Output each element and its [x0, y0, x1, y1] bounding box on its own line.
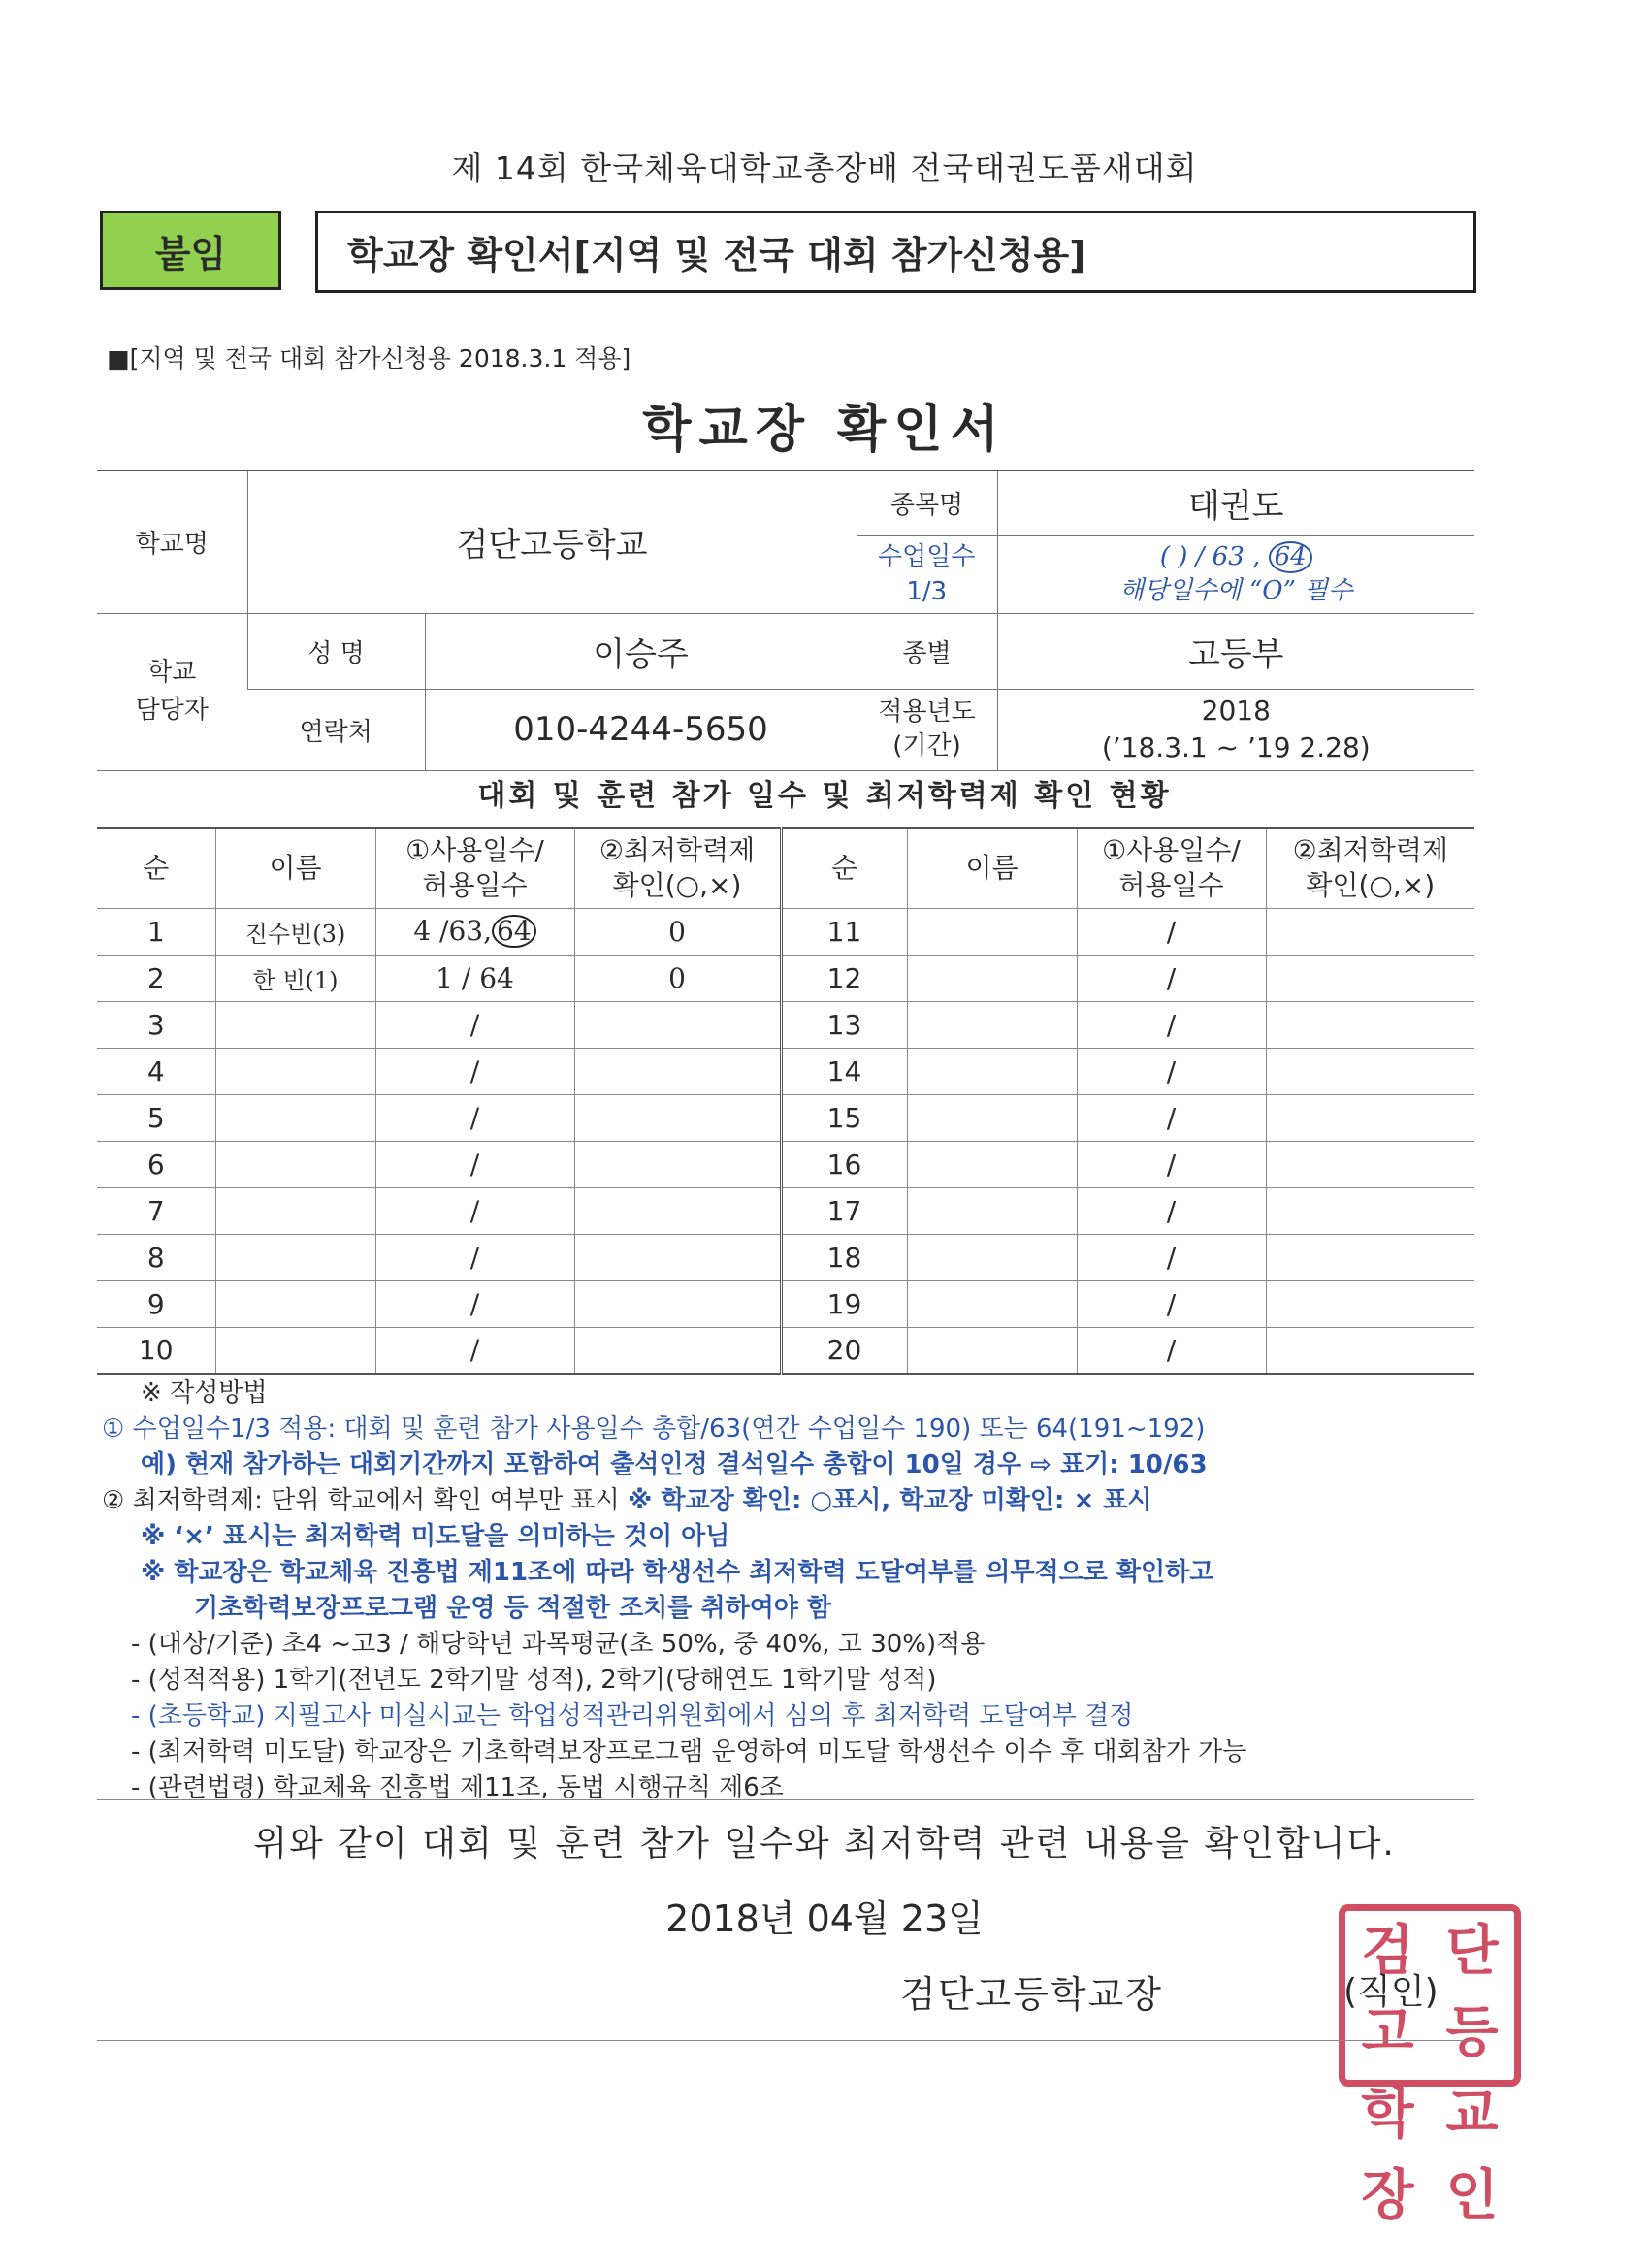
- table-row: [97, 1001, 1474, 1048]
- period-label-2: (기간): [892, 731, 961, 761]
- table-row: [97, 1187, 1474, 1234]
- check-cell: [574, 1280, 781, 1327]
- check-cell: [574, 1187, 781, 1234]
- days-cell: [375, 1327, 574, 1374]
- name-cell: [907, 1001, 1077, 1048]
- name-cell: [907, 1048, 1077, 1094]
- seq-cell-text: 16: [826, 1148, 862, 1181]
- name-cell: [215, 1001, 375, 1048]
- days-cell: [1077, 1001, 1266, 1048]
- name-cell: [907, 955, 1077, 1001]
- manager-label-1: 학교: [147, 658, 197, 687]
- name-cell: [215, 1048, 375, 1094]
- name-cell: [907, 1280, 1077, 1327]
- classdays-value: [997, 535, 1474, 613]
- days-cell-text: 1 / 64: [436, 961, 514, 994]
- seal-char: 고: [1361, 2001, 1414, 2064]
- seq-cell-text: 7: [146, 1194, 165, 1227]
- notes-heading: ※ 작성방법: [141, 1378, 268, 1408]
- seq-cell-text: 4: [146, 1054, 165, 1087]
- seq-cell: [781, 1141, 907, 1187]
- seq-cell-text: 1: [146, 915, 165, 948]
- days-cell: [375, 1187, 574, 1234]
- days-cell: [375, 1094, 574, 1141]
- name-cell: [907, 908, 1077, 955]
- days-cell-text: 4 /63,: [413, 914, 493, 947]
- seq-cell: [97, 1094, 215, 1141]
- days-cell-text: /: [469, 1287, 480, 1320]
- event-value: 태권도: [997, 470, 1474, 535]
- col-days-b-1: ①사용일수/: [1102, 833, 1241, 866]
- note-2b: ※ 학교장 확인: ○표시, 학교장 미확인: × 표시: [628, 1486, 1152, 1515]
- name-cell: [215, 1187, 375, 1234]
- days-cell-text: /: [469, 1101, 480, 1134]
- seq-cell: [97, 1187, 215, 1234]
- days-cell: [375, 1048, 574, 1094]
- col-check-b-1: ②최저학력제: [1292, 833, 1448, 866]
- check-cell: [574, 1141, 781, 1187]
- check-cell: [1266, 1048, 1474, 1094]
- seq-cell-text: 17: [826, 1194, 862, 1227]
- seq-cell: [781, 1187, 907, 1234]
- check-cell: [1266, 1327, 1474, 1374]
- seq-cell: [781, 955, 907, 1001]
- apply-note: ■[지역 및 전국 대회 참가신청용 2018.3.1 적용]: [107, 344, 631, 373]
- seal-char: 등: [1445, 2001, 1499, 2064]
- detail-1: - (대상/기준) 초4 ~고3 / 해당학년 과목평균(초 50%, 중 40%, 고 30%)적용: [131, 1630, 986, 1659]
- contact-value: 010-4244-5650: [425, 689, 857, 770]
- divider-top: [97, 1799, 1474, 1800]
- seq-cell-text: 2: [146, 961, 165, 994]
- days-cell: [375, 1234, 574, 1280]
- days-cell: [1077, 1048, 1266, 1094]
- name-cell: [907, 1327, 1077, 1374]
- col-check: [574, 828, 781, 908]
- contact-label: 연락처: [247, 689, 425, 770]
- classdays-circled: 64: [1269, 541, 1312, 573]
- detail-4: - (최저학력 미도달) 학교장은 기초학력보장프로그램 운영하여 미도달 학생선수 이수 후 대회참가 가능: [131, 1737, 1247, 1766]
- check-cell: [574, 1048, 781, 1094]
- col-name-2: 이름: [907, 828, 1077, 908]
- check-cell: [1266, 1234, 1474, 1280]
- check-cell: [574, 1001, 781, 1048]
- seq-cell-text: 15: [826, 1101, 862, 1134]
- period-value-2: (’18.3.1 ~ ’19 2.28): [1101, 731, 1371, 763]
- col-days-b-2: 허용일수: [1118, 869, 1224, 902]
- days-cell: [1077, 1327, 1266, 1374]
- document-title: 학교장 확인서[지역 및 전국 대회 참가신청용]: [315, 211, 1476, 293]
- check-cell: [574, 1234, 781, 1280]
- table-row: [97, 908, 1474, 955]
- name-cell: [215, 955, 375, 1001]
- days-cell: [1077, 1234, 1266, 1280]
- days-cell: [375, 955, 574, 1001]
- seal-char: 교: [1445, 2083, 1499, 2146]
- seq-cell-text: 10: [138, 1334, 174, 1367]
- info-table: [97, 470, 1474, 771]
- col-days-2: 허용일수: [422, 869, 528, 902]
- participation-table: [97, 827, 1474, 1375]
- check-cell: [1266, 1187, 1474, 1234]
- col-days: [375, 828, 574, 908]
- seq-cell-text: 12: [826, 961, 862, 994]
- classdays-label-text: 수업일수: [878, 541, 976, 571]
- days-cell: [1077, 955, 1266, 1001]
- col-check-b-2: 확인(○,×): [1306, 869, 1436, 902]
- seal-char: 장: [1361, 2164, 1414, 2227]
- seq-cell: [781, 1280, 907, 1327]
- seq-cell-text: 11: [826, 915, 862, 948]
- days-cell: [375, 1141, 574, 1187]
- classdays-note: 해당일수에 “O” 필수: [1119, 576, 1353, 605]
- days-cell-text: /: [1166, 1194, 1177, 1227]
- days-cell-text: /: [469, 1334, 480, 1367]
- school-value: 검단고등학교: [247, 470, 857, 613]
- name-cell: [215, 1327, 375, 1374]
- table-row: [97, 1234, 1474, 1280]
- note-2: [102, 1483, 1479, 1519]
- event-title: 제 14회 한국체육대학교총장배 전국태권도품새대회: [451, 149, 1198, 187]
- days-cell-text: /: [1166, 1334, 1177, 1367]
- table-header-row: [97, 828, 1474, 908]
- days-cell: [375, 1280, 574, 1327]
- col-check-2: 확인(○,×): [612, 869, 742, 902]
- division-label: 종별: [857, 613, 997, 689]
- check-cell: [1266, 1094, 1474, 1141]
- school-label: 학교명: [97, 470, 247, 613]
- name-cell: [215, 1280, 375, 1327]
- col-seq-2: 순: [781, 828, 907, 908]
- days-cell-text: /: [469, 1148, 480, 1181]
- days-cell-text: /: [1166, 1148, 1177, 1181]
- seq-cell: [97, 955, 215, 1001]
- event-label: 종목명: [857, 470, 997, 535]
- seq-cell: [97, 1141, 215, 1187]
- seq-cell-text: 14: [826, 1054, 862, 1087]
- period-value: [997, 689, 1474, 770]
- note-3: ※ ‘×’ 표시는 최저학력 미도달을 의미하는 것이 아님: [141, 1522, 730, 1551]
- classdays-prefix: ( ) / 63 ,: [1159, 541, 1261, 571]
- table-row: [97, 1048, 1474, 1094]
- name-cell: [907, 1094, 1077, 1141]
- table-row: [97, 1280, 1474, 1327]
- days-cell: [1077, 1094, 1266, 1141]
- days-cell: [375, 1001, 574, 1048]
- name-cell: [215, 908, 375, 955]
- seq-cell: [781, 1327, 907, 1374]
- detail-2: - (성적적용) 1학기(전년도 2학기말 성적), 2학기(당해연도 1학기말 성적): [131, 1666, 937, 1695]
- name-label: 성 명: [247, 613, 425, 689]
- period-label-1: 적용년도: [878, 697, 976, 727]
- check-cell: [1266, 1280, 1474, 1327]
- section-title: 대회 및 훈련 참가 일수 및 최저학력제 확인 현황: [477, 779, 1172, 813]
- days-cell-text: /: [1166, 1287, 1177, 1320]
- days-cell-text: /: [469, 1194, 480, 1227]
- note-4b: 기초학력보장프로그램 운영 등 적절한 조치를 취하여야 함: [194, 1594, 832, 1623]
- col-name: 이름: [215, 828, 375, 908]
- check-cell: [574, 1094, 781, 1141]
- name-cell-text: 진수빈(3): [244, 920, 346, 948]
- days-cell-text: /: [469, 1008, 480, 1041]
- table-row: [97, 1141, 1474, 1187]
- check-cell: [574, 955, 781, 1001]
- name-cell: [907, 1234, 1077, 1280]
- detail-5: - (관련법령) 학교체육 진흥법 제11조, 동법 시행규칙 제6조: [131, 1773, 784, 1802]
- seq-cell: [781, 1094, 907, 1141]
- classdays-label: [857, 535, 997, 613]
- attachment-badge: 붙임: [100, 211, 281, 290]
- days-cell: [1077, 1280, 1266, 1327]
- days-cell: [375, 908, 574, 955]
- divider-bottom: [97, 2040, 1474, 2041]
- seq-cell-text: 3: [146, 1008, 165, 1041]
- seq-cell-text: 13: [826, 1008, 862, 1041]
- days-cell-text: /: [469, 1054, 480, 1087]
- seal-char: 단: [1445, 1920, 1499, 1983]
- seal-char: 검: [1361, 1920, 1414, 1983]
- seq-cell: [97, 1048, 215, 1094]
- col-check-b: [1266, 828, 1474, 908]
- days-cell-text: /: [1166, 1101, 1177, 1134]
- period-value-1: 2018: [1201, 695, 1271, 728]
- note-1: ① 수업일수1/3 적용: 대회 및 훈련 참가 사용일수 총합/63(연간 수업일수 190) 또는 64(191~192): [102, 1414, 1206, 1443]
- period-label: [857, 689, 997, 770]
- seq-cell: [97, 908, 215, 955]
- col-seq: 순: [97, 828, 215, 908]
- check-cell: [1266, 1141, 1474, 1187]
- confirm-statement: 위와 같이 대회 및 훈련 참가 일수와 최저학력 관련 내용을 확인합니다.: [253, 1824, 1396, 1863]
- table-row: [97, 955, 1474, 1001]
- check-cell: [1266, 908, 1474, 955]
- check-cell: [574, 908, 781, 955]
- seq-cell: [97, 1001, 215, 1048]
- days-cell-text: /: [1166, 915, 1177, 948]
- note-2a: ② 최저학력제: 단위 학교에서 확인 여부만 표시: [102, 1486, 629, 1515]
- seq-cell-text: 19: [826, 1287, 862, 1320]
- seq-cell: [781, 1234, 907, 1280]
- days-cell: [1077, 1187, 1266, 1234]
- division-value: 고등부: [997, 613, 1474, 689]
- note-4: ※ 학교장은 학교체육 진흥법 제11조에 따라 학생선수 최저학력 도달여부를 의무적으로 확인하고: [141, 1558, 1214, 1587]
- seq-cell: [781, 1048, 907, 1094]
- classdays-sub: 1/3: [906, 577, 948, 606]
- seal-char: 학: [1361, 2083, 1414, 2146]
- col-check-1: ②최저학력제: [598, 833, 756, 866]
- main-title: 학교장 확인서: [642, 401, 1007, 459]
- days-cell-text: /: [1166, 1054, 1177, 1087]
- days-cell-text: /: [1166, 1008, 1177, 1041]
- days-cell-text: /: [1166, 961, 1177, 994]
- table-row: [97, 1094, 1474, 1141]
- seq-cell: [97, 1327, 215, 1374]
- seal-label: (직인): [1343, 1972, 1439, 2012]
- days-cell-text: /: [469, 1241, 480, 1274]
- days-cell: [1077, 908, 1266, 955]
- name-cell: [907, 1187, 1077, 1234]
- manager-label: [97, 613, 247, 770]
- check-cell: [1266, 1001, 1474, 1048]
- name-cell-text: 한 빈(1): [252, 966, 339, 994]
- table-row: [97, 1327, 1474, 1374]
- name-value: 이승주: [425, 613, 857, 689]
- days-cell: [1077, 1141, 1266, 1187]
- days-cell-text: /: [1166, 1241, 1177, 1274]
- col-days-1: ①사용일수/: [405, 833, 544, 866]
- check-cell: [574, 1327, 781, 1374]
- days-circled: 64: [492, 915, 536, 949]
- check-cell-text: 0: [668, 915, 686, 948]
- name-cell: [907, 1141, 1077, 1187]
- seq-cell-text: 6: [146, 1148, 165, 1181]
- seq-cell: [781, 908, 907, 955]
- note-1b: 예) 현재 참가하는 대회기간까지 포함하여 출석인정 결석일수 총합이 10일 경우 ⇨ 표기: 10/63: [141, 1450, 1208, 1479]
- check-cell: [1266, 955, 1474, 1001]
- issue-date: 2018년 04월 23일: [665, 1897, 984, 1940]
- seq-cell-text: 18: [826, 1241, 862, 1274]
- detail-3: - (초등학교) 지필고사 미실시교는 학업성적관리위원회에서 심의 후 최저학력 도달여부 결정: [131, 1701, 1134, 1731]
- name-cell: [215, 1234, 375, 1280]
- seq-cell: [97, 1280, 215, 1327]
- seq-cell: [781, 1001, 907, 1048]
- principal-name: 검단고등학교장: [900, 1973, 1163, 2016]
- name-cell: [215, 1141, 375, 1187]
- seal-char: 인: [1445, 2164, 1499, 2227]
- seq-cell-text: 8: [146, 1241, 165, 1274]
- seq-cell-text: 5: [146, 1101, 165, 1134]
- seq-cell-text: 20: [826, 1334, 862, 1367]
- col-days-b: [1077, 828, 1266, 908]
- check-cell-text: 0: [668, 961, 686, 994]
- manager-label-2: 담당자: [135, 696, 209, 725]
- seq-cell: [97, 1234, 215, 1280]
- instructions: [102, 1376, 1479, 1806]
- seq-cell-text: 9: [146, 1287, 165, 1320]
- name-cell: [215, 1094, 375, 1141]
